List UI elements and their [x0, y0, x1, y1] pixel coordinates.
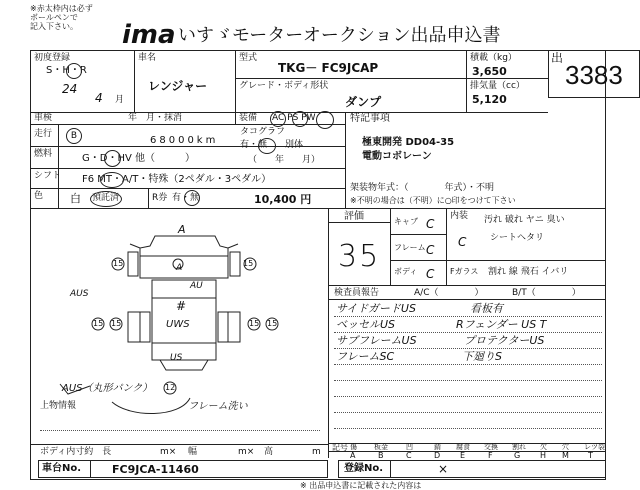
symbol-letter: B: [378, 451, 384, 460]
inspection-label: 車検: [34, 113, 53, 123]
displacement-label: 排気量（cc）: [470, 81, 525, 91]
mileage-circle-b: B: [66, 128, 82, 144]
era-circle: [66, 63, 82, 79]
frame-grade[interactable]: C: [426, 243, 435, 257]
tacho-year[interactable]: （ 年 月）: [248, 155, 321, 165]
diag-15-c[interactable]: 15: [93, 319, 104, 328]
lot-label: 出: [551, 51, 564, 65]
diag-15-b[interactable]: 15: [243, 259, 254, 268]
month-suffix: 月: [115, 95, 125, 105]
inspector-line-1[interactable]: サイドガードUS: [336, 302, 416, 315]
recycle-circle: [90, 191, 122, 207]
diag-top-label[interactable]: A: [178, 223, 186, 236]
symbol-label: 記号: [332, 443, 348, 452]
footer-text: ※ 出品申込書に記載された内容は: [300, 481, 422, 490]
special-label: 特記事項: [350, 113, 390, 124]
car-name-label: 車名: [138, 53, 157, 63]
equipment-label: 装備: [239, 113, 258, 123]
eval-label: 評価: [344, 211, 364, 222]
grade-label: グレード・ボディ形状: [239, 81, 329, 91]
tacho-label: タコグラフ: [240, 127, 286, 137]
inspector-line-3[interactable]: サブフレームUS: [336, 334, 417, 347]
upper-info-label: 上物情報: [40, 401, 77, 411]
reg-label: 登録No.: [344, 463, 384, 474]
diag-us[interactable]: US: [170, 353, 183, 363]
diag-aus-left[interactable]: AUS: [70, 289, 89, 299]
fuel-value[interactable]: G・D・HV 他（ ）: [82, 153, 195, 164]
inspector-right-3[interactable]: プロテクターUS: [464, 334, 545, 347]
equip-circle-ps: [292, 111, 308, 127]
diag-15-f[interactable]: 15: [267, 319, 278, 328]
inspector-ac[interactable]: A/C（ ）: [414, 288, 484, 298]
frame-label: フレーム: [394, 243, 426, 252]
equip-circle-ac: [270, 111, 286, 127]
dims-mx2: m×: [238, 447, 255, 457]
interior-note1[interactable]: 汚れ 破れ ヤニ 臭い: [484, 215, 565, 225]
diag-15-e[interactable]: 15: [249, 319, 260, 328]
symbol-letter: F: [488, 451, 493, 460]
ticket-label: R券: [152, 193, 168, 203]
diag-note-bottom[interactable]: AUS（丸形パンク）: [62, 383, 153, 394]
shift-label: シフト: [34, 171, 62, 181]
cab-grade[interactable]: C: [426, 217, 435, 231]
chassis-number[interactable]: FC9JCA-11460: [112, 463, 199, 476]
symbol-header: 欠: [540, 443, 547, 451]
lot-number: 3383: [565, 60, 623, 90]
fuel-circle-d: [104, 150, 121, 167]
symbol-header: レツ裂: [584, 443, 605, 451]
chassis-label: 車台No.: [42, 463, 82, 474]
fuel-label: 燃料: [34, 149, 53, 159]
grade-value[interactable]: ダンプ: [345, 95, 382, 109]
diag-uws[interactable]: UWS: [166, 319, 190, 330]
interior-grade[interactable]: C: [458, 235, 467, 249]
capacity-value[interactable]: 3,650: [472, 65, 507, 78]
first-reg-month[interactable]: 4: [95, 91, 103, 105]
diag-hash[interactable]: #: [176, 299, 187, 313]
symbol-header: 錆: [434, 443, 441, 451]
first-reg-year[interactable]: 24: [62, 82, 78, 96]
symbol-header: 割れ: [512, 443, 526, 451]
car-name[interactable]: レンジャー: [148, 79, 208, 93]
symbol-header: 腐食: [456, 443, 470, 451]
tacho-circle: [258, 138, 276, 154]
dims-mx1: m×: [160, 447, 177, 457]
equip-circle-pw: [316, 111, 334, 129]
inspector-right-2[interactable]: Rフェンダー US T: [456, 318, 547, 331]
header-note: ※赤太枠内は必ず ボールペンで 記入下さい。: [30, 4, 93, 31]
ticket-value[interactable]: 有・無: [172, 193, 200, 203]
inspection-value[interactable]: 年 月・抹消: [128, 113, 183, 123]
model-label: 型式: [239, 53, 258, 63]
diag-15-a[interactable]: 15: [113, 259, 124, 268]
equipment-value[interactable]: AC PS PW: [272, 113, 316, 123]
color-value[interactable]: 白: [70, 192, 81, 205]
dims-width: 幅: [188, 447, 198, 457]
dims-label: ボディ内寸約 長: [40, 447, 112, 457]
special-note: ※不明の場合は（不明）に○印をつけて下さい: [350, 196, 516, 205]
ticket-circle: [184, 190, 200, 206]
special-line1[interactable]: 極東開発 DD04-35: [362, 137, 455, 148]
glass-note[interactable]: 割れ 線 飛石 イバリ: [488, 267, 569, 277]
cab-label: キャブ: [394, 217, 418, 226]
inspector-line-4[interactable]: フレームSC: [336, 350, 395, 363]
inspector-right-4[interactable]: 下廻りS: [462, 350, 502, 363]
body-year[interactable]: 架装物年式：（ 年式）・不明: [350, 183, 495, 193]
diag-15-d[interactable]: 15: [111, 319, 122, 328]
diag-12[interactable]: 12: [165, 383, 176, 392]
inspector-label: 検査員報告: [334, 288, 380, 298]
symbol-header: 板金: [374, 443, 388, 451]
symbol-letter: H: [540, 451, 547, 460]
inspector-bt[interactable]: B/T（ ）: [512, 288, 581, 298]
symbol-letter: E: [460, 451, 466, 460]
symbol-header: 穴: [562, 443, 569, 451]
symbol-header: 交換: [484, 443, 498, 451]
diag-a[interactable]: A: [176, 263, 183, 273]
symbol-letter: M: [562, 451, 569, 460]
dims-m: m: [312, 447, 321, 457]
symbol-letter: G: [514, 451, 521, 460]
symbol-letter: D: [434, 451, 441, 460]
shift-circle-mt: [100, 172, 124, 188]
displacement-value[interactable]: 5,120: [472, 93, 507, 106]
special-line2[interactable]: 電動コボレーン: [362, 151, 432, 162]
diag-note-frame[interactable]: フレーム洗い: [188, 401, 248, 412]
body-grade[interactable]: C: [426, 267, 435, 281]
mileage-label: 走行: [34, 129, 53, 139]
interior-note2[interactable]: シートヘタリ: [490, 233, 545, 243]
symbol-letter: C: [406, 451, 412, 460]
symbol-header: 凹: [406, 443, 413, 451]
body-label: ボディ: [394, 267, 418, 276]
symbol-letter: T: [588, 451, 593, 460]
symbol-letter: A: [350, 451, 356, 460]
interior-label: 内装: [450, 211, 469, 221]
dims-height: 高: [264, 447, 274, 457]
era-selector[interactable]: S・H・R: [46, 65, 87, 76]
reg-value[interactable]: ×: [438, 462, 449, 476]
first-reg-label: 初度登録: [34, 53, 71, 63]
recycle-badge[interactable]: 預託済: [92, 193, 120, 203]
color-label: 色: [34, 191, 44, 201]
price-value[interactable]: 10,400 円: [254, 193, 312, 206]
logo: ima: [122, 20, 176, 50]
symbol-header: 傷: [350, 443, 357, 451]
page-title: いすゞモーターオークション出品申込書: [178, 25, 501, 46]
inspector-line-2[interactable]: ベッセルUS: [336, 318, 396, 331]
glass-label: Fガラス: [450, 267, 479, 276]
shift-value[interactable]: F6 MT・A/T・特殊（2ペダル・3ペダル）: [82, 174, 272, 185]
inspector-right-1[interactable]: 看板有: [470, 302, 503, 315]
model-value[interactable]: TKG－ FC9JCAP: [278, 61, 379, 75]
capacity-label: 積載（kg）: [470, 53, 517, 63]
tacho-value[interactable]: 有・無 別体: [240, 140, 304, 150]
mileage-value[interactable]: 68000km: [150, 135, 219, 146]
diag-au[interactable]: AU: [190, 281, 203, 291]
eval-score[interactable]: 35: [338, 239, 381, 274]
